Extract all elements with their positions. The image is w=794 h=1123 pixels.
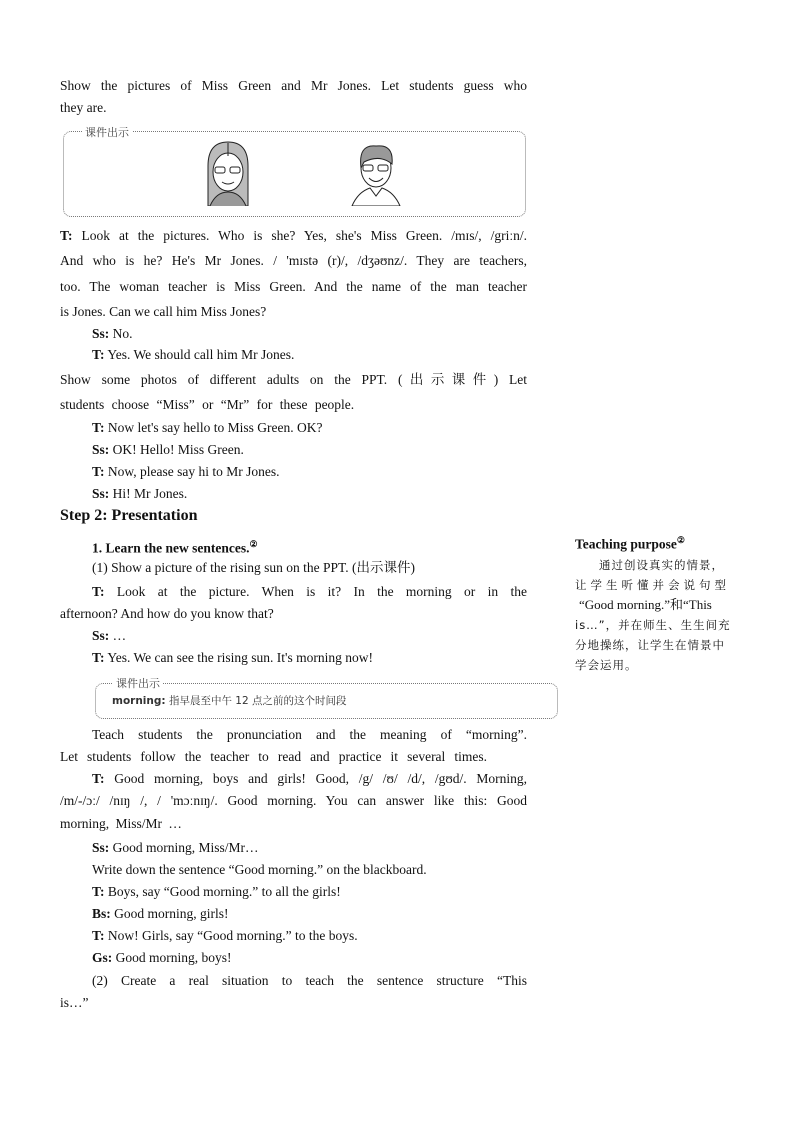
- term: morning:: [112, 695, 166, 707]
- dialog-text: Hi! Mr Jones.: [112, 486, 188, 501]
- speaker-label: Ss:: [92, 628, 110, 643]
- footnote-marker: ②: [676, 535, 685, 545]
- sidebar-title: Teaching purpose: [575, 536, 677, 552]
- dialog-text: Good morning, boys and girls! Good, /g/ /ʊ/ /d/, /gʊd/. Morning,: [114, 771, 528, 786]
- intro-line: Show the pictures of Miss Green and Mr Jones. Let students guess who: [60, 78, 527, 93]
- courseware-label: 课件出示: [82, 124, 132, 140]
- instruction-text: students choose “Miss” or “Mr” for these people.: [60, 397, 355, 412]
- dialog-text: too. The woman teacher is Miss Green. And the name of the man teacher: [60, 279, 527, 294]
- dialog-text: Now, please say hi to Mr Jones.: [107, 464, 280, 479]
- dialog-text: Now let's say hello to Miss Green. OK?: [107, 420, 323, 435]
- dialog-text: Boys, say “Good morning.” to all the girls!: [107, 884, 341, 899]
- speaker-label: T:: [92, 928, 105, 943]
- dialog-text: is Jones. Can we call him Miss Jones?: [60, 304, 267, 319]
- courseware-label: 课件出示: [113, 675, 163, 691]
- intro-line: they are.: [60, 100, 107, 115]
- term-definition: 指早晨至中午 12 点之前的这个时间段: [168, 695, 347, 707]
- speaker-label: Bs:: [92, 906, 111, 921]
- speaker-label: Ss:: [92, 442, 110, 457]
- dialog-text: Look at the pictures. Who is she? Yes, she's Miss Green. /mɪs/, /griːn/.: [81, 228, 528, 243]
- speaker-label: T:: [92, 884, 105, 899]
- speaker-label: Ss:: [92, 326, 110, 341]
- sidebar-text: 通过创设真实的情景，: [599, 557, 724, 572]
- dialog-text: /m/-/ɔː/ /nɪŋ /, / 'mɔːnɪŋ/. Good morning. You can answer like this: Good: [60, 793, 527, 808]
- footnote-marker: ②: [249, 539, 258, 549]
- dialog-text: Look at the picture. When is it? In the morning or in the: [116, 584, 528, 599]
- dialog-text: …: [112, 628, 127, 643]
- dialog-text: Now! Girls, say “Good morning.” to the boys.: [107, 928, 358, 943]
- speaker-label: T:: [60, 228, 73, 243]
- subheading: 1. Learn the new sentences.: [92, 540, 250, 556]
- dialog-text: Yes. We can see the rising sun. It's morning now!: [107, 650, 373, 665]
- dialog-text: OK! Hello! Miss Green.: [112, 442, 244, 457]
- speaker-label: Ss:: [92, 840, 110, 855]
- speaker-label: Gs:: [92, 950, 113, 965]
- sidebar-text: 分地操练，让学生在情景中: [575, 637, 725, 652]
- dialog-text: morning, Miss/Mr …: [60, 816, 182, 831]
- teaching-purpose-sidebar: [575, 530, 745, 675]
- dialog-text: Good morning, Miss/Mr…: [112, 840, 259, 855]
- sidebar-text: 学会运用。: [575, 657, 638, 672]
- instruction-text: (1) Show a picture of the rising sun on the PPT. (出示课件): [92, 560, 415, 575]
- dialog-text: Good morning, boys!: [115, 950, 232, 965]
- dialog-text: And who is he? He's Mr Jones. / 'mɪstə (r)/, /dʒəʊnz/. They are teachers,: [60, 253, 527, 268]
- instruction-text: Show some photos of different adults on the PPT. (出示课件) Let: [60, 372, 527, 387]
- speaker-label: T:: [92, 347, 105, 362]
- section-heading: Step 2: Presentation: [60, 507, 198, 524]
- speaker-label: T:: [92, 464, 105, 479]
- speaker-label: T:: [92, 420, 105, 435]
- instruction-text: Let students follow the teacher to read and practice it several times.: [60, 749, 487, 764]
- speaker-label: Ss:: [92, 486, 110, 501]
- dialog-text: No.: [112, 326, 133, 341]
- speaker-label: T:: [92, 584, 105, 599]
- dialog-text: Good morning, girls!: [114, 906, 229, 921]
- sidebar-text: “Good morning.”和“This: [579, 596, 712, 612]
- mr-jones-picture: [350, 140, 402, 206]
- sidebar-text: is…”，并在师生、生生间充: [575, 617, 731, 632]
- miss-green-picture: [202, 140, 254, 206]
- speaker-label: T:: [92, 771, 105, 786]
- speaker-label: T:: [92, 650, 105, 665]
- instruction-text: (2) Create a real situation to teach the sentence structure “This: [92, 973, 527, 988]
- instruction-text: Write down the sentence “Good morning.” on the blackboard.: [92, 862, 427, 877]
- courseware-box: [63, 131, 526, 217]
- courseware-box: [95, 683, 558, 719]
- instruction-text: Teach students the pronunciation and the meaning of “morning”.: [92, 727, 527, 742]
- dialog-text: Yes. We should call him Mr Jones.: [107, 347, 295, 362]
- dialog-text: afternoon? And how do you know that?: [60, 606, 274, 621]
- sidebar-text: 让学生听懂并会说句型: [575, 577, 730, 592]
- instruction-text: is…”: [60, 995, 89, 1010]
